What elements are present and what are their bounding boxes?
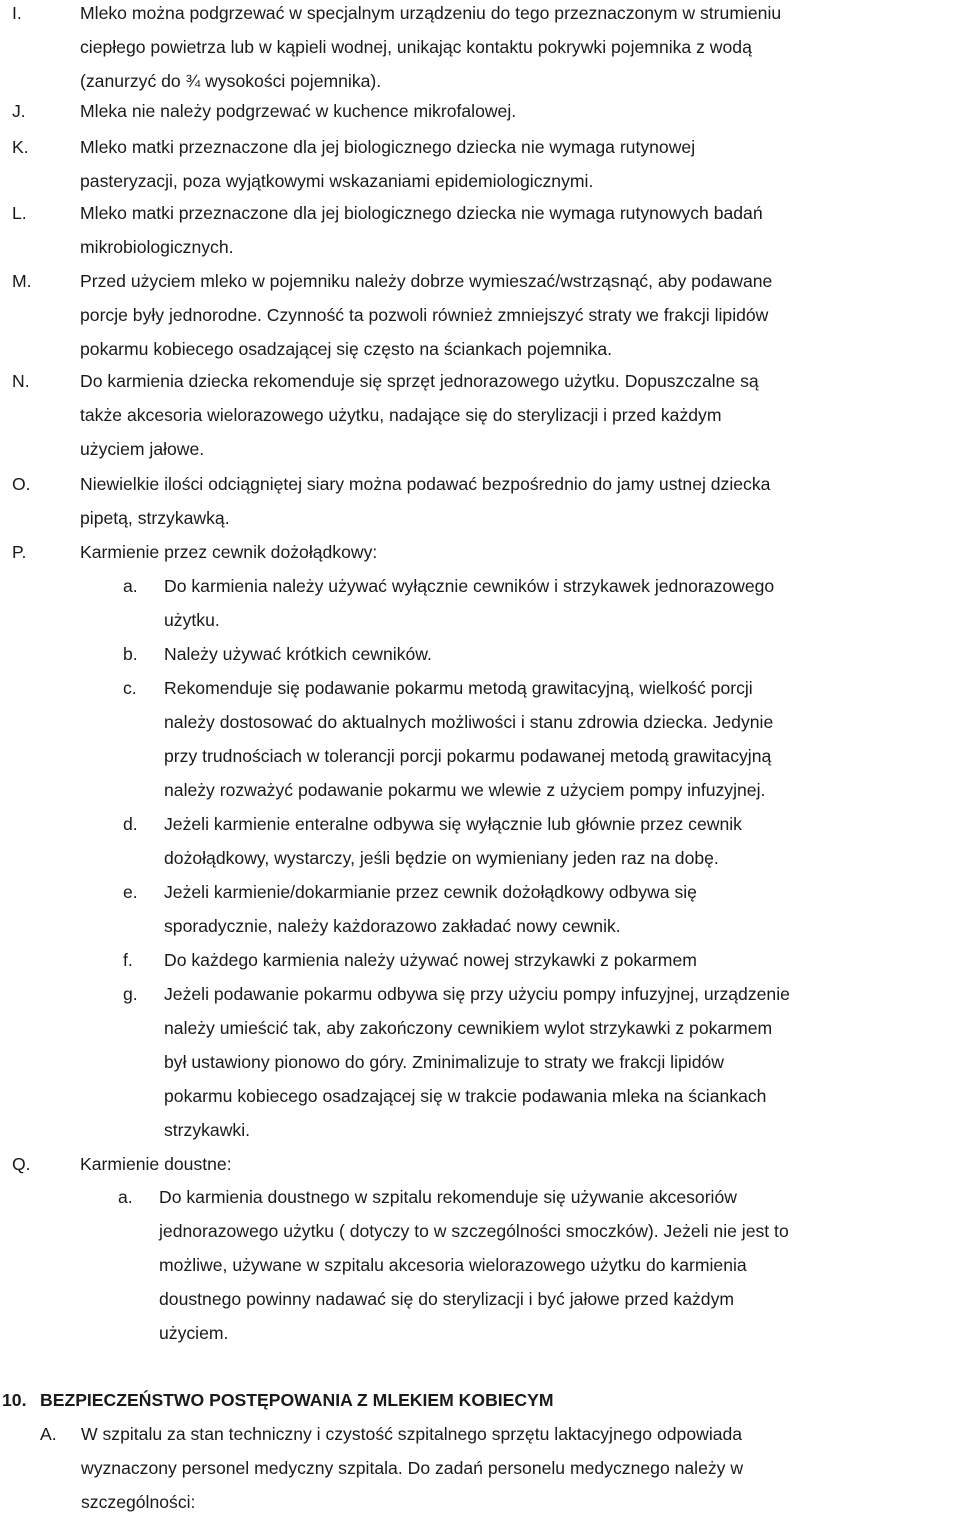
item-text: [80, 364, 957, 466]
item-label: A.: [40, 1424, 57, 1444]
sub-item-p-d: [123, 807, 957, 875]
item-text: [80, 467, 957, 535]
sub-item-text: [164, 807, 957, 875]
sub-item-text: [164, 943, 957, 977]
text-line: Należy używać krótkich cewników.: [164, 644, 432, 664]
section-heading: [2, 1383, 554, 1417]
list-item-k: [12, 130, 957, 198]
list-item-n: [12, 364, 957, 466]
text-line: należy rozważyć podawanie pokarmu we wlewie z użyciem pompy infuzyjnej.: [164, 780, 766, 800]
section-number: 10.: [2, 1390, 27, 1410]
text-line: mikrobiologicznych.: [80, 237, 234, 257]
section-item-a: [40, 1417, 957, 1519]
item-label: O.: [12, 474, 31, 494]
list-item-q: [12, 1147, 957, 1181]
item-label: J.: [12, 101, 26, 121]
item-text: [80, 94, 957, 128]
item-text: [80, 0, 957, 98]
list-item-i: [12, 0, 957, 98]
text-line: dożołądkowy, wystarczy, jeśli będzie on wymieniany jeden raz na dobę.: [164, 848, 719, 868]
sub-item-p-f: [123, 943, 957, 977]
sub-item-label: a.: [123, 576, 138, 596]
list-item-m: [12, 264, 957, 366]
sub-item-p-b: [123, 637, 957, 671]
item-label: K.: [12, 137, 29, 157]
sub-item-p-a: [123, 569, 957, 637]
sub-item-p-c: [123, 671, 957, 807]
text-line: Do karmienia należy używać wyłącznie cewników i strzykawek jednorazowego: [164, 576, 775, 596]
list-item-l: [12, 196, 957, 264]
text-line: porcje były jednorodne. Czynność ta pozwoli również zmniejszyć straty we frakcji lipidów: [80, 305, 769, 325]
text-line: Mleko matki przeznaczone dla jej biologicznego dziecka nie wymaga rutynowych badań: [80, 203, 763, 223]
text-line: użytku.: [164, 610, 220, 630]
text-line: użyciem jałowe.: [80, 439, 205, 459]
text-line: jednorazowego użytku ( dotyczy to w szczególności smoczków). Jeżeli nie jest to: [159, 1221, 789, 1241]
text-line: Niewielkie ilości odciągniętej siary można podawać bezpośrednio do jamy ustnej dziecka: [80, 474, 771, 494]
text-line: ciepłego powietrza lub w kąpieli wodnej, unikając kontaktu pokrywki pojemnika z wodą: [80, 37, 752, 57]
text-line: Mleko można podgrzewać w specjalnym urządzeniu do tego przeznaczonym w strumieniu: [80, 3, 782, 23]
text-line: Mleka nie należy podgrzewać w kuchence mikrofalowej.: [80, 101, 517, 121]
sub-item-text: [164, 569, 957, 637]
list-item-j: [12, 94, 957, 128]
text-line: pokarmu kobiecego osadzającej się w trakcie podawania mleka na ściankach: [164, 1086, 767, 1106]
text-line: strzykawki.: [164, 1120, 251, 1140]
text-line: należy umieścić tak, aby zakończony cewnikiem wylot strzykawki z pokarmem: [164, 1018, 773, 1038]
item-text: [80, 1147, 957, 1181]
item-label: P.: [12, 542, 27, 562]
text-line: (zanurzyć do ¾ wysokości pojemnika).: [80, 71, 382, 91]
item-text: [81, 1417, 957, 1519]
list-item-o: [12, 467, 957, 535]
text-line: Do karmienia dziecka rekomenduje się sprzęt jednorazowego użytku. Dopuszczalne są: [80, 371, 759, 391]
sub-item-label: d.: [123, 814, 138, 834]
sub-item-label: c.: [123, 678, 137, 698]
text-line: Jeżeli podawanie pokarmu odbywa się przy użyciu pompy infuzyjnej, urządzenie: [164, 984, 790, 1004]
item-label: L.: [12, 203, 27, 223]
text-line: Jeżeli karmienie/dokarmianie przez cewnik dożołądkowy odbywa się: [164, 882, 697, 902]
item-label: N.: [12, 371, 30, 391]
item-text: [80, 130, 957, 198]
item-text: [80, 535, 957, 569]
sub-item-p-e: [123, 875, 957, 943]
sub-item-text: [164, 977, 957, 1147]
text-line: pasteryzacji, poza wyjątkowymi wskazaniami epidemiologicznymi.: [80, 171, 594, 191]
text-line: wyznaczony personel medyczny szpitala. Do zadań personelu medycznego należy w: [81, 1458, 744, 1478]
text-line: należy dostosować do aktualnych możliwości i stanu zdrowia dziecka. Jedynie: [164, 712, 774, 732]
item-label: I.: [12, 3, 22, 23]
text-line: Rekomenduje się podawanie pokarmu metodą grawitacyjną, wielkość porcji: [164, 678, 753, 698]
text-line: W szpitalu za stan techniczny i czystość szpitalnego sprzętu laktacyjnego odpowiada: [81, 1424, 743, 1444]
section-title: BEZPIECZEŃSTWO POSTĘPOWANIA Z MLEKIEM KOBIECYM: [40, 1390, 554, 1410]
sub-item-text: [159, 1180, 957, 1350]
item-text: [80, 264, 957, 366]
sub-item-label: f.: [123, 950, 133, 970]
text-line: Karmienie doustne:: [80, 1154, 232, 1174]
text-line: Do karmienia doustnego w szpitalu rekomenduje się używanie akcesoriów: [159, 1187, 737, 1207]
text-line: Mleko matki przeznaczone dla jej biologicznego dziecka nie wymaga rutynowej: [80, 137, 696, 157]
list-item-p: [12, 535, 957, 569]
sub-item-label: g.: [123, 984, 138, 1004]
text-line: przy trudnościach w tolerancji porcji pokarmu podawanej metodą grawitacyjną: [164, 746, 772, 766]
item-label: M.: [12, 271, 32, 291]
text-line: był ustawiony pionowo do góry. Zminimalizuje to straty we frakcji lipidów: [164, 1052, 724, 1072]
text-line: także akcesoria wielorazowego użytku, nadające się do sterylizacji i przed każdym: [80, 405, 722, 425]
sub-item-p-g: [123, 977, 957, 1147]
text-line: użyciem.: [159, 1323, 229, 1343]
text-line: pokarmu kobiecego osadzającej się często na ściankach pojemnika.: [80, 339, 613, 359]
text-line: Przed użyciem mleko w pojemniku należy dobrze wymieszać/wstrząsnąć, aby podawane: [80, 271, 773, 291]
item-label: Q.: [12, 1154, 31, 1174]
text-line: pipetą, strzykawką.: [80, 508, 230, 528]
sub-item-label: e.: [123, 882, 138, 902]
text-line: szczególności:: [81, 1492, 196, 1512]
text-line: Jeżeli karmienie enteralne odbywa się wyłącznie lub głównie przez cewnik: [164, 814, 742, 834]
text-line: Karmienie przez cewnik dożołądkowy:: [80, 542, 378, 562]
text-line: doustnego powinny nadawać się do sterylizacji i być jałowe przed każdym: [159, 1289, 735, 1309]
sub-item-label: b.: [123, 644, 138, 664]
sub-item-text: [164, 637, 957, 671]
sub-item-text: [164, 671, 957, 807]
item-text: [80, 196, 957, 264]
text-line: Do każdego karmienia należy używać nowej strzykawki z pokarmem: [164, 950, 697, 970]
sub-item-label: a.: [118, 1187, 133, 1207]
text-line: możliwe, używane w szpitalu akcesoria wielorazowego użytku do karmienia: [159, 1255, 747, 1275]
text-line: sporadycznie, należy każdorazowo zakładać nowy cewnik.: [164, 916, 621, 936]
sub-item-text: [164, 875, 957, 943]
sub-item-q-a: [118, 1180, 957, 1350]
